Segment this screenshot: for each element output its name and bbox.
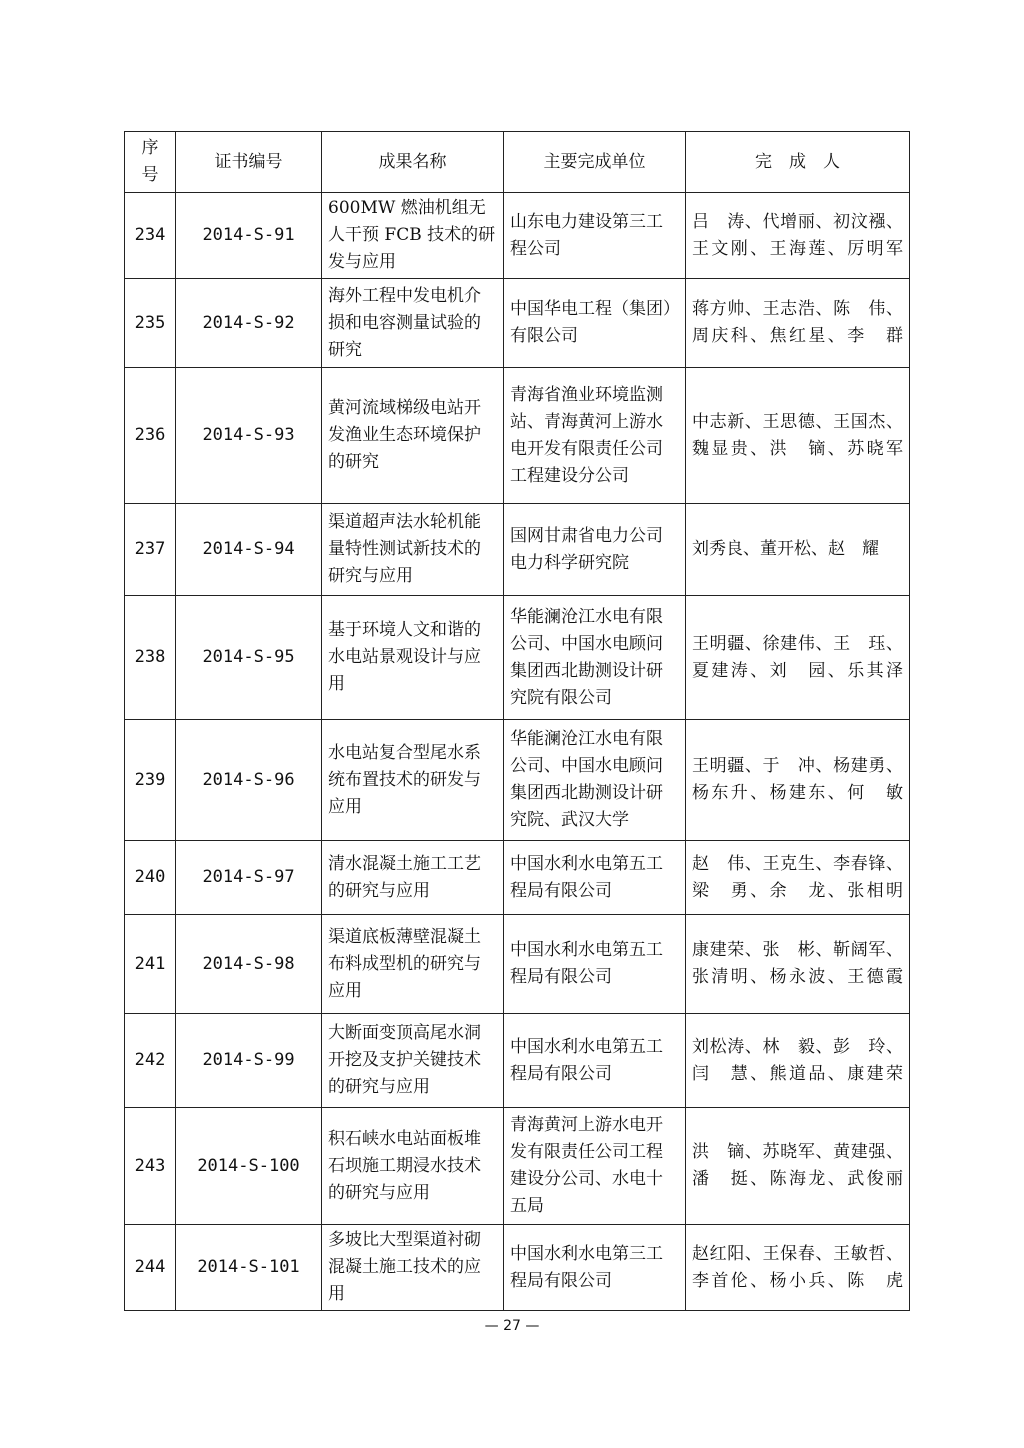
row-cert: 2014-S-100 [176, 1108, 322, 1225]
row-seq: 238 [125, 596, 176, 720]
row-people [686, 1108, 910, 1225]
people-line: 王明疆、于 冲、杨建勇、 [692, 756, 903, 776]
row-seq: 241 [125, 915, 176, 1014]
row-cert: 2014-S-96 [176, 720, 322, 841]
table-row [125, 841, 910, 915]
row-unit: 华能澜沧江水电有限公司、中国水电顾问集团西北勘测设计研究院、武汉大学 [504, 720, 686, 841]
row-seq: 235 [125, 279, 176, 368]
table-row [125, 368, 910, 504]
row-seq: 244 [125, 1225, 176, 1311]
people-line: 赵红阳、王保春、王敏哲、 [692, 1243, 903, 1264]
row-cert: 2014-S-93 [176, 368, 322, 504]
people-line: 潘 挺、陈海龙、武俊丽 [692, 1169, 903, 1189]
header-seq-top: 序 [141, 138, 159, 158]
row-seq: 240 [125, 841, 176, 915]
row-title: 渠道超声法水轮机能量特性测试新技术的研究与应用 [322, 504, 504, 596]
people-line: 张清明、杨永波、王德霞 [692, 967, 903, 987]
row-seq: 239 [125, 720, 176, 841]
row-cert: 2014-S-97 [176, 841, 322, 915]
row-unit: 华能澜沧江水电有限公司、中国水电顾问集团西北勘测设计研究院有限公司 [504, 596, 686, 720]
row-people [686, 841, 910, 915]
people-line: 梁 勇、余 龙、张相明 [692, 880, 903, 901]
row-unit: 中国水利水电第五工程局有限公司 [504, 841, 686, 915]
table-row [125, 1014, 910, 1108]
row-title: 清水混凝土施工工艺的研究与应用 [322, 841, 504, 915]
row-seq: 234 [125, 193, 176, 279]
page-number: — 27 — [484, 1318, 540, 1334]
row-title: 600MW 燃油机组无人干预 FCB 技术的研发与应用 [322, 193, 504, 279]
row-title: 大断面变顶高尾水洞开挖及支护关键技术的研究与应用 [322, 1014, 504, 1108]
people-line: 刘松涛、林 毅、彭 玲、 [692, 1036, 903, 1057]
row-title: 积石峡水电站面板堆石坝施工期浸水技术的研究与应用 [322, 1108, 504, 1225]
header-cert: 证书编号 [176, 132, 322, 193]
awards-table [124, 131, 910, 1311]
header-unit: 主要完成单位 [504, 132, 686, 193]
people-line: 闫 慧、熊道品、康建荣 [692, 1063, 903, 1084]
row-cert: 2014-S-91 [176, 193, 322, 279]
table-row [125, 915, 910, 1014]
people-line: 王明疆、徐建伟、王 珏、 [692, 633, 903, 654]
people-line: 康建荣、张 彬、靳阔军、 [692, 940, 903, 960]
row-title: 水电站复合型尾水系统布置技术的研发与应用 [322, 720, 504, 841]
row-people [686, 596, 910, 720]
row-people [686, 504, 910, 596]
header-seq-bottom: 号 [141, 165, 159, 185]
row-unit: 中国水利水电第三工程局有限公司 [504, 1225, 686, 1311]
row-people [686, 915, 910, 1014]
row-seq: 237 [125, 504, 176, 596]
row-title: 基于环境人文和谐的水电站景观设计与应用 [322, 596, 504, 720]
row-people [686, 368, 910, 504]
people-line: 中志新、王思德、王国杰、 [692, 411, 903, 432]
people-line: 吕 涛、代增丽、初汶襁、 [692, 211, 903, 232]
row-cert: 2014-S-92 [176, 279, 322, 368]
people-line: 洪 镝、苏晓军、黄建强、 [692, 1142, 903, 1162]
people-line: 蒋方帅、王志浩、陈 伟、 [692, 299, 903, 319]
table-row [125, 279, 910, 368]
people-line: 赵 伟、王克生、李春锋、 [692, 853, 903, 874]
row-title: 多坡比大型渠道衬砌混凝土施工技术的应用 [322, 1225, 504, 1311]
row-title: 黄河流域梯级电站开发渔业生态环境保护的研究 [322, 368, 504, 504]
row-cert: 2014-S-101 [176, 1225, 322, 1311]
row-unit: 青海黄河上游水电开发有限责任公司工程建设分公司、水电十五局 [504, 1108, 686, 1225]
row-cert: 2014-S-94 [176, 504, 322, 596]
row-people [686, 279, 910, 368]
table-row [125, 504, 910, 596]
people-line: 王文刚、王海莲、厉明军 [692, 238, 903, 259]
table-row [125, 193, 910, 279]
people-line: 夏建涛、刘 园、乐其泽 [692, 660, 903, 681]
row-people [686, 1225, 910, 1311]
row-people [686, 720, 910, 841]
header-people: 完 成 人 [686, 132, 910, 193]
row-seq: 242 [125, 1014, 176, 1108]
row-cert: 2014-S-99 [176, 1014, 322, 1108]
row-cert: 2014-S-98 [176, 915, 322, 1014]
row-unit: 中国水利水电第五工程局有限公司 [504, 915, 686, 1014]
table-row [125, 1225, 910, 1311]
table-row [125, 596, 910, 720]
people-line: 李首伦、杨小兵、陈 虎 [692, 1270, 903, 1291]
row-unit: 青海省渔业环境监测站、青海黄河上游水电开发有限责任公司工程建设分公司 [504, 368, 686, 504]
row-cert: 2014-S-95 [176, 596, 322, 720]
table-row [125, 720, 910, 841]
people-line: 魏显贵、洪 镝、苏晓军 [692, 438, 903, 459]
table-header-row [125, 132, 910, 193]
row-title: 海外工程中发电机介损和电容测量试验的研究 [322, 279, 504, 368]
people-line: 刘秀良、董开松、赵 耀 [692, 539, 879, 559]
row-people [686, 1014, 910, 1108]
row-unit: 山东电力建设第三工程公司 [504, 193, 686, 279]
row-seq: 236 [125, 368, 176, 504]
header-title: 成果名称 [322, 132, 504, 193]
header-seq [125, 132, 176, 193]
row-title: 渠道底板薄壁混凝土布料成型机的研究与应用 [322, 915, 504, 1014]
people-line: 杨东升、杨建东、何 敏 [692, 783, 903, 803]
row-unit: 中国华电工程（集团）有限公司 [504, 279, 686, 368]
row-people [686, 193, 910, 279]
table-row [125, 1108, 910, 1225]
row-unit: 中国水利水电第五工程局有限公司 [504, 1014, 686, 1108]
row-unit: 国网甘肃省电力公司电力科学研究院 [504, 504, 686, 596]
people-line: 周庆科、焦红星、李 群 [692, 326, 903, 346]
row-seq: 243 [125, 1108, 176, 1225]
